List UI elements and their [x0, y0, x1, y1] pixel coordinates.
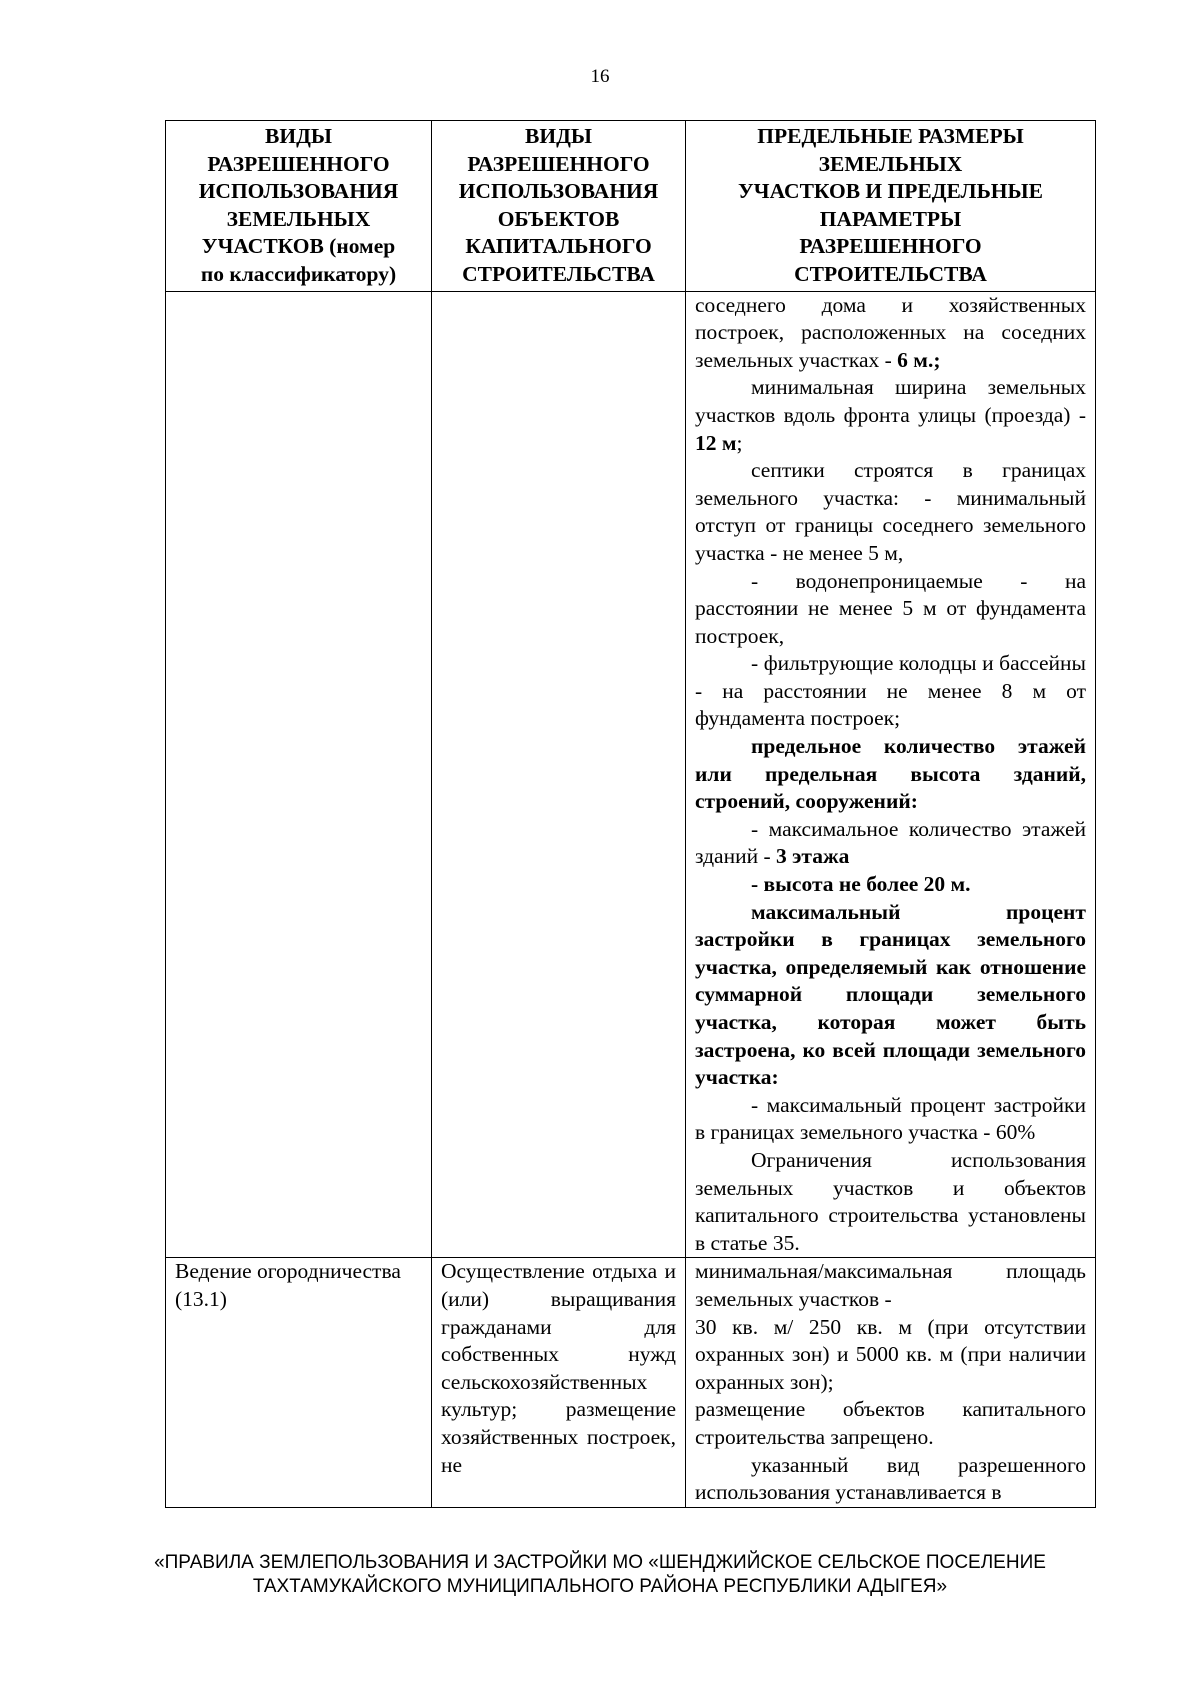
row1-parameters-paragraph — [695, 374, 1086, 457]
header-limit-parameters: ПРЕДЕЛЬНЫЕ РАЗМЕРЫ ЗЕМЕЛЬНЫХ УЧАСТКОВ И ПРЕДЕЛЬНЫЕ ПАРАМЕТРЫ РАЗРЕШЕННОГО СТРОИТЕЛЬСТВА — [686, 121, 1096, 292]
row1-parameters-text: соседнего дома и хозяйственных построек, расположенных на соседних земельных участках - — [695, 292, 1086, 372]
row1-parameters-text: ; — [736, 430, 743, 455]
document-footer — [0, 1551, 1200, 1599]
row1-parameters-text: - максимальное количество этажей зданий - — [695, 816, 1086, 869]
row1-parameters-text: минимальная ширина земельных участков вдоль фронта улицы (проезда) - — [695, 375, 1086, 427]
row1-parameters-paragraph — [695, 568, 1086, 651]
row1-parameters-paragraph: максимальный процент застройки в границах земельного участка, определяемый как отношение суммарной площади земельного участка, которая может быть застроена, ко всей площади земельного участка: — [695, 899, 1086, 1090]
row2-parameters-text: размещение объектов капитального строительства запрещено. — [695, 1397, 1086, 1449]
row2-parameters-text: 30 кв. м/ 250 кв. м (при отсутствии охранных зон) и 5000 кв. м (при наличии охранных зон); — [695, 1314, 1086, 1394]
header-capital-construction-types: ВИДЫ РАЗРЕШЕННОГО ИСПОЛЬЗОВАНИЯ ОБЪЕКТОВ КАПИТАЛЬНОГО СТРОИТЕЛЬСТВА — [432, 121, 686, 292]
row1-parameters-paragraph — [695, 1092, 1086, 1147]
row2-parameters-text: минимальная/максимальная площадь земельных участков - — [695, 1259, 1086, 1311]
row2-parameters-paragraph — [695, 1452, 1086, 1507]
row2-parameters-cell — [686, 1258, 1096, 1507]
row2-parameters-text: указанный вид разрешенного использования устанавливается в — [695, 1452, 1086, 1505]
row1-parameters-paragraph — [695, 650, 1086, 733]
row1-parameters-bold-text: 12 м — [695, 430, 737, 455]
row1-parameters-text: - максимальный процент застройки в границах земельного участка - 60% — [695, 1092, 1086, 1145]
row2-parameters-paragraph — [695, 1396, 1086, 1451]
table-row — [166, 291, 1096, 1258]
row2-construction-cell: Осуществление отдыха и (или) выращивания гражданами для собственных нужд сельскохозяйственных культур; размещение хозяйственных построек, не — [432, 1258, 686, 1507]
row1-parameters-cell — [686, 291, 1096, 1258]
row1-parameters-paragraph — [695, 457, 1086, 567]
row1-parameters-bold-text: 3 этажа — [776, 844, 850, 869]
row1-parameters-bold-text: 6 м.; — [897, 347, 941, 372]
row1-parameters-paragraph: предельное количество этажей или предельная высота зданий, строений, сооружений: — [695, 734, 1086, 814]
row2-land-use-cell: Ведение огородничества (13.1) — [166, 1258, 432, 1507]
row2-parameters-paragraph — [695, 1314, 1086, 1397]
row2-parameters-paragraph — [695, 1258, 1086, 1313]
header-land-use-types: ВИДЫ РАЗРЕШЕННОГО ИСПОЛЬЗОВАНИЯ ЗЕМЕЛЬНЫХ УЧАСТКОВ (номер по классификатору) — [166, 121, 432, 292]
row1-land-use-cell — [166, 291, 432, 1258]
row1-parameters-text: септики строятся в границах земельного участка: - минимальный отступ от границы соседнего земельного участка - не менее 5 м, — [695, 458, 1086, 565]
page-number: 16 — [590, 66, 610, 87]
row1-parameters-paragraph — [695, 292, 1086, 375]
footer-line-2: ТАХТАМУКАЙСКОГО МУНИЦИПАЛЬНОГО РАЙОНА РЕСПУБЛИКИ АДЫГЕЯ» — [252, 1576, 948, 1597]
table-row — [166, 1258, 1096, 1507]
row1-parameters-paragraph — [695, 816, 1086, 871]
row1-parameters-text: - фильтрующие колодцы и бассейны - на расстоянии не менее 8 м от фундамента построек; — [695, 651, 1086, 731]
row1-parameters-paragraph — [695, 1147, 1086, 1257]
row1-parameters-text: Ограничения использования земельных участков и объектов капитального строительства установлены в статье 35. — [695, 1147, 1086, 1255]
footer-line-1: «ПРАВИЛА ЗЕМЛЕПОЛЬЗОВАНИЯ И ЗАСТРОЙКИ МО «ШЕНДЖИЙСКОЕ СЕЛЬСКОЕ ПОСЕЛЕНИЕ — [154, 1552, 1046, 1573]
row1-parameters-paragraph: - высота не более 20 м. — [751, 872, 971, 897]
regulations-table — [165, 120, 1096, 1508]
row1-construction-cell — [432, 291, 686, 1258]
row1-parameters-text: - водонепроницаемые - на расстоянии не менее 5 м от фундамента построек, — [695, 568, 1086, 648]
table-header-row — [166, 121, 1096, 292]
